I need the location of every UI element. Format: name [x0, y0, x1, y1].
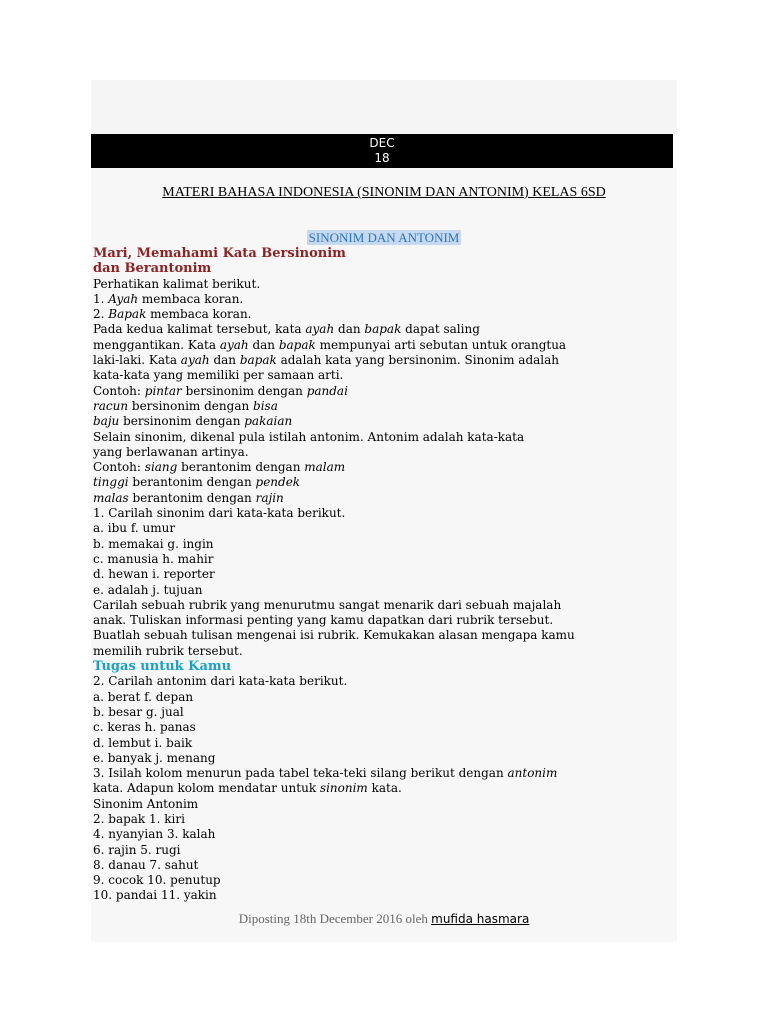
post-footer [0, 911, 768, 927]
post-subtitle [0, 229, 768, 247]
author-link[interactable]: mufida hasmara [431, 912, 530, 926]
list-item: b. besar g. jual [93, 704, 184, 719]
post-title[interactable]: MATERI BAHASA INDONESIA (SINONIM DAN ANTONIM) KELAS 6SD [162, 185, 606, 200]
list-item: e. adalah j. tujuan [93, 582, 203, 597]
text-line: menggantikan. Kata ayah dan bapak mempunyai arti sebutan untuk orangtua [93, 337, 567, 352]
list-item: a. berat f. depan [93, 689, 194, 704]
text-line: Contoh: pintar bersinonim dengan pandai [93, 383, 348, 398]
text-line: memilih rubrik tersebut. [93, 643, 243, 658]
list-item: d. hewan i. reporter [93, 567, 215, 582]
list-item: 4. nyanyian 3. kalah [93, 827, 216, 842]
text-line: tinggi berantonim dengan pendek [93, 475, 301, 490]
text-line: 3. Isilah kolom menurun pada tabel teka-teki silang berikut dengan antonim [93, 766, 558, 781]
date-day: 18 [374, 151, 390, 165]
text-line: Selain sinonim, dikenal pula istilah antonim. Antonim adalah kata-kata [93, 429, 525, 444]
text-line: 1. Ayah membaca koran. [93, 291, 244, 306]
text-line: baju bersinonim dengan pakaian [93, 414, 293, 429]
text-line: Carilah sebuah rubrik yang menurutmu sangat menarik dari sebuah majalah [93, 597, 562, 612]
date-month: DEC [369, 136, 395, 150]
text-line: Perhatikan kalimat berikut. [93, 276, 261, 291]
list-item: 10. pandai 11. yakin [93, 888, 217, 903]
post-date-text: Diposting 18th December 2016 oleh [238, 911, 432, 926]
list-item: e. banyak j. menang [93, 750, 216, 765]
list-item: a. ibu f. umur [93, 521, 176, 536]
text-line: 1. Carilah sinonim dari kata-kata berikut. [93, 506, 346, 521]
text-line: 2. Bapak membaca koran. [93, 307, 252, 322]
text-line: Contoh: siang berantonim dengan malam [93, 460, 346, 475]
text-line: Pada kedua kalimat tersebut, kata ayah dan bapak dapat saling [93, 322, 480, 337]
post-body [93, 246, 663, 904]
date-header [91, 134, 673, 168]
text-line: anak. Tuliskan informasi penting yang kamu dapatkan dari rubrik tersebut. [93, 613, 554, 628]
heading-bersinonim: Mari, Memahami Kata Bersinonim [93, 246, 346, 261]
post-subtitle-text: SINONIM DAN ANTONIM [308, 230, 460, 245]
list-item: d. lembut i. baik [93, 735, 193, 750]
text-line: kata. Adapun kolom mendatar untuk sinonim kata. [93, 781, 402, 796]
list-item: 2. bapak 1. kiri [93, 811, 185, 826]
list-item: c. keras h. panas [93, 720, 196, 735]
text-line: laki-laki. Kata ayah dan bapak adalah kata yang bersinonim. Sinonim adalah [93, 353, 560, 368]
text-line: kata-kata yang memiliki per samaan arti. [93, 368, 344, 383]
list-item: b. memakai g. ingin [93, 536, 214, 551]
text-line: Sinonim Antonim [93, 796, 199, 811]
list-item: 8. danau 7. sahut [93, 857, 199, 872]
text-line: racun bersinonim dengan bisa [93, 398, 278, 413]
text-line: Buatlah sebuah tulisan mengenai isi rubrik. Kemukakan alasan mengapa kamu [93, 628, 575, 643]
list-item: 9. cocok 10. penutup [93, 873, 221, 888]
heading-berantonim: dan Berantonim [93, 261, 212, 277]
text-line: 2. Carilah antonim dari kata-kata berikut. [93, 674, 348, 689]
list-item: 6. rajin 5. rugi [93, 842, 181, 857]
text-line: yang berlawanan artinya. [93, 444, 249, 459]
text-line: malas berantonim dengan rajin [93, 490, 284, 505]
top-strip [91, 80, 677, 134]
heading-tugas: Tugas untuk Kamu [93, 659, 232, 675]
list-item: c. manusia h. mahir [93, 551, 214, 566]
